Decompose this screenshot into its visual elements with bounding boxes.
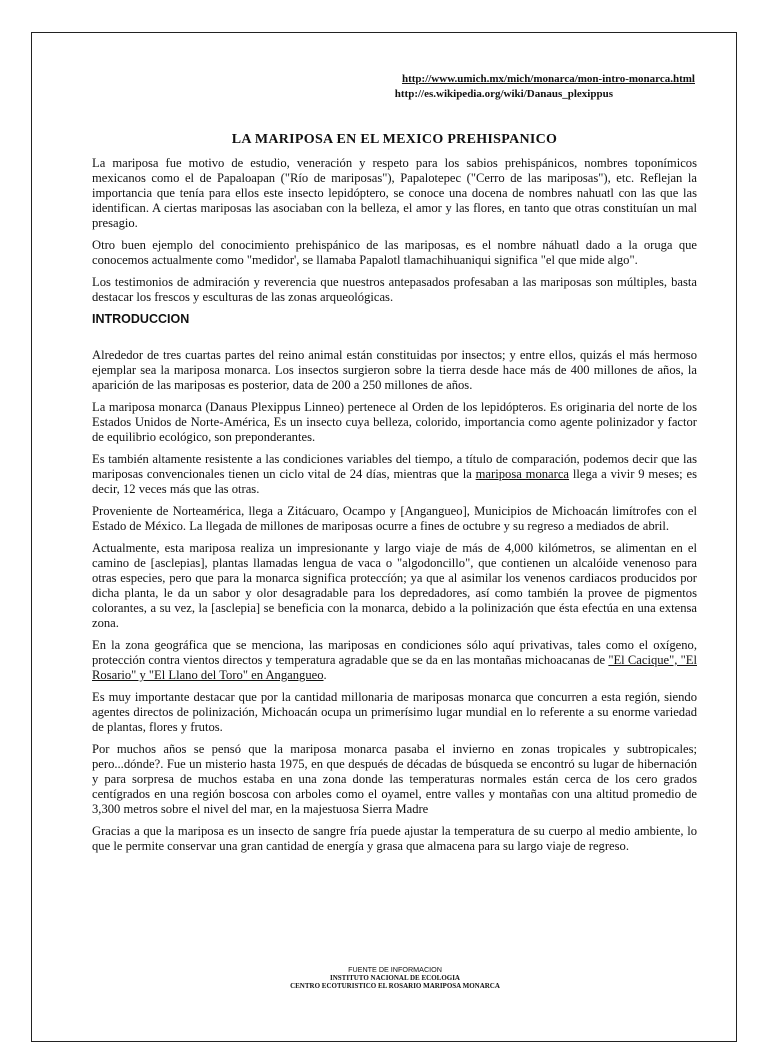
paragraph-text: En la zona geográfica que se menciona, las mariposas en condiciones sólo aquí privativas, tales como el oxígeno, protección contra vientos directos y temperatura agradable que se da en las montañas michoacanas de (92, 638, 697, 667)
source-urls (92, 72, 697, 102)
paragraph-text: llega a vivir 9 meses; es decir, 12 veces más que las otras. (92, 467, 698, 496)
link-mariposa-monarca[interactable]: mariposa monarca (475, 467, 570, 481)
paragraph (92, 638, 697, 683)
paragraph-text: . (323, 668, 327, 682)
document-title: LA MARIPOSA EN EL MEXICO PREHISPANICO (231, 132, 558, 147)
paragraph: Los testimonios de admiración y reverencia que nuestros antepasados profesaban a las mariposas son múltiples, basta destacar los frescos y esculturas de las zonas arqueológicas. (92, 275, 697, 304)
paragraph: Por muchos años se pensó que la mariposa monarca pasaba el invierno en zonas tropicales y subtropicales; pero...dónde?. Fue un misterio hasta 1975, en que después de décadas de búsqueda se encontró su lugar de hibernación y para sorpresa de muchos estaba en una zona donde las temperaturas normales están cerca de los cero grados centígrados en una región boscosa con arboles como el oyamel, entre valles y montañas con una altitud promedio de 3,300 metros sobre el nivel del mar, en la majestuosa Sierra Madre (92, 742, 697, 816)
footer-line: INSTITUTO NACIONAL DE ECOLOGIA (330, 974, 460, 982)
footer-source (240, 966, 550, 990)
paragraph: Proveniente de Norteamérica, llega a Zitácuaro, Ocampo y [Angangueo], Municipios de Michoacán limítrofes con el Estado de México. La llegada de millones de mariposas ocurre a fines de octubre y su regreso a mediados de abril. (92, 504, 697, 533)
paragraph: Actualmente, esta mariposa realiza un impresionante y largo viaje de más de 4,000 kilómetros, se alimentan en el camino de [asclepias], plantas llamadas lengua de vaca o "algodoncillo", que contienen un alcalóide venenoso para otras especies, pero que para la monarca significa proteccíón; ya que al asimilar los venenos cardiacos producidos por dicha planta, le da un sabor y olor desagradable para los depredadores, así como también la provee de pigmentos colorantes, a su vez, la [asclepia] se beneficia con la monarca, debido a la polinización que ésta efectúa en una extensa zona. (92, 541, 697, 630)
paragraph (92, 452, 697, 497)
footer-line: CENTRO ECOTURISTICO EL ROSARIO MARIPOSA MONARCA (290, 982, 500, 990)
paragraph-text: Es también altamente resistente a las condiciones variables del tiempo, a título de comparación, podemos decir que las mariposas convencionales tienen un ciclo vital de 24 días, mientras que la (92, 452, 697, 481)
link-santuarios[interactable]: "El Cacique", "El Rosario" y "El Llano del Toro" en Angangueo (92, 653, 697, 682)
paragraph: Alrededor de tres cuartas partes del reino animal están constituidas por insectos; y entre ellos, quizás el más hermoso ejemplar sea la mariposa monarca. Los insectos surgieron sobre la tierra desde hace más de 400 millones de años, la aparición de las mariposas es posterior, data de 200 a 250 millones de años. (92, 348, 697, 392)
section-heading-introduccion: INTRODUCCION (92, 312, 190, 326)
paragraph: La mariposa fue motivo de estudio, veneración y respeto para los sabios prehispánicos, nombres toponímicos mexicanos como el de Papaloapan ("Río de mariposas"), Papalotepec ("Cerro de las mariposas"), etc. Reflejan la importancia que tenía para ellos este insecto lepidóptero, se conoce una docena de nombres nahuatl con las que las identifican. A ciertas mariposas las asociaban con la belleza, el amor y las flores, en tanto que otras constituían un mal presagio. (92, 156, 697, 230)
footer-line: FUENTE DE INFORMACION (348, 965, 442, 974)
source-link-wikipedia[interactable]: http://es.wikipedia.org/wiki/Danaus_plexippus (394, 88, 613, 100)
paragraph: Gracias a que la mariposa es un insecto de sangre fría puede ajustar la temperatura de su cuerpo al medio ambiente, lo que le permite conservar una gran cantidad de energía y grasa que almacena para su largo viaje de regreso. (92, 824, 697, 853)
paragraph: La mariposa monarca (Danaus Plexippus Linneo) pertenece al Orden de los lepidópteros. Es originaria del norte de los Estados Unidos de Norte-América, Es un insecto cuya belleza, colorido, importancia como agente polinizador y factor de equilibrio ecológico, son preponderantes. (92, 400, 697, 444)
source-link-umich[interactable]: http://www.umich.mx/mich/monarca/mon-intro-monarca.html (401, 73, 695, 85)
paragraph: Otro buen ejemplo del conocimiento prehispánico de las mariposas, es el nombre náhuatl dado a la oruga que conocemos actualmente como "medidor', se llamaba Papalotl tlamachihuaniqui significa "el que mide algo". (92, 238, 697, 267)
paragraph: Es muy importante destacar que por la cantidad millonaria de mariposas monarca que concurren a esta región, siendo agentes directos de polinización, Michoacán ocupa un primerísimo lugar mundial en lo referente a su enorme variedad de plantas, flores y frutos. (92, 690, 697, 734)
document-body (92, 72, 697, 861)
